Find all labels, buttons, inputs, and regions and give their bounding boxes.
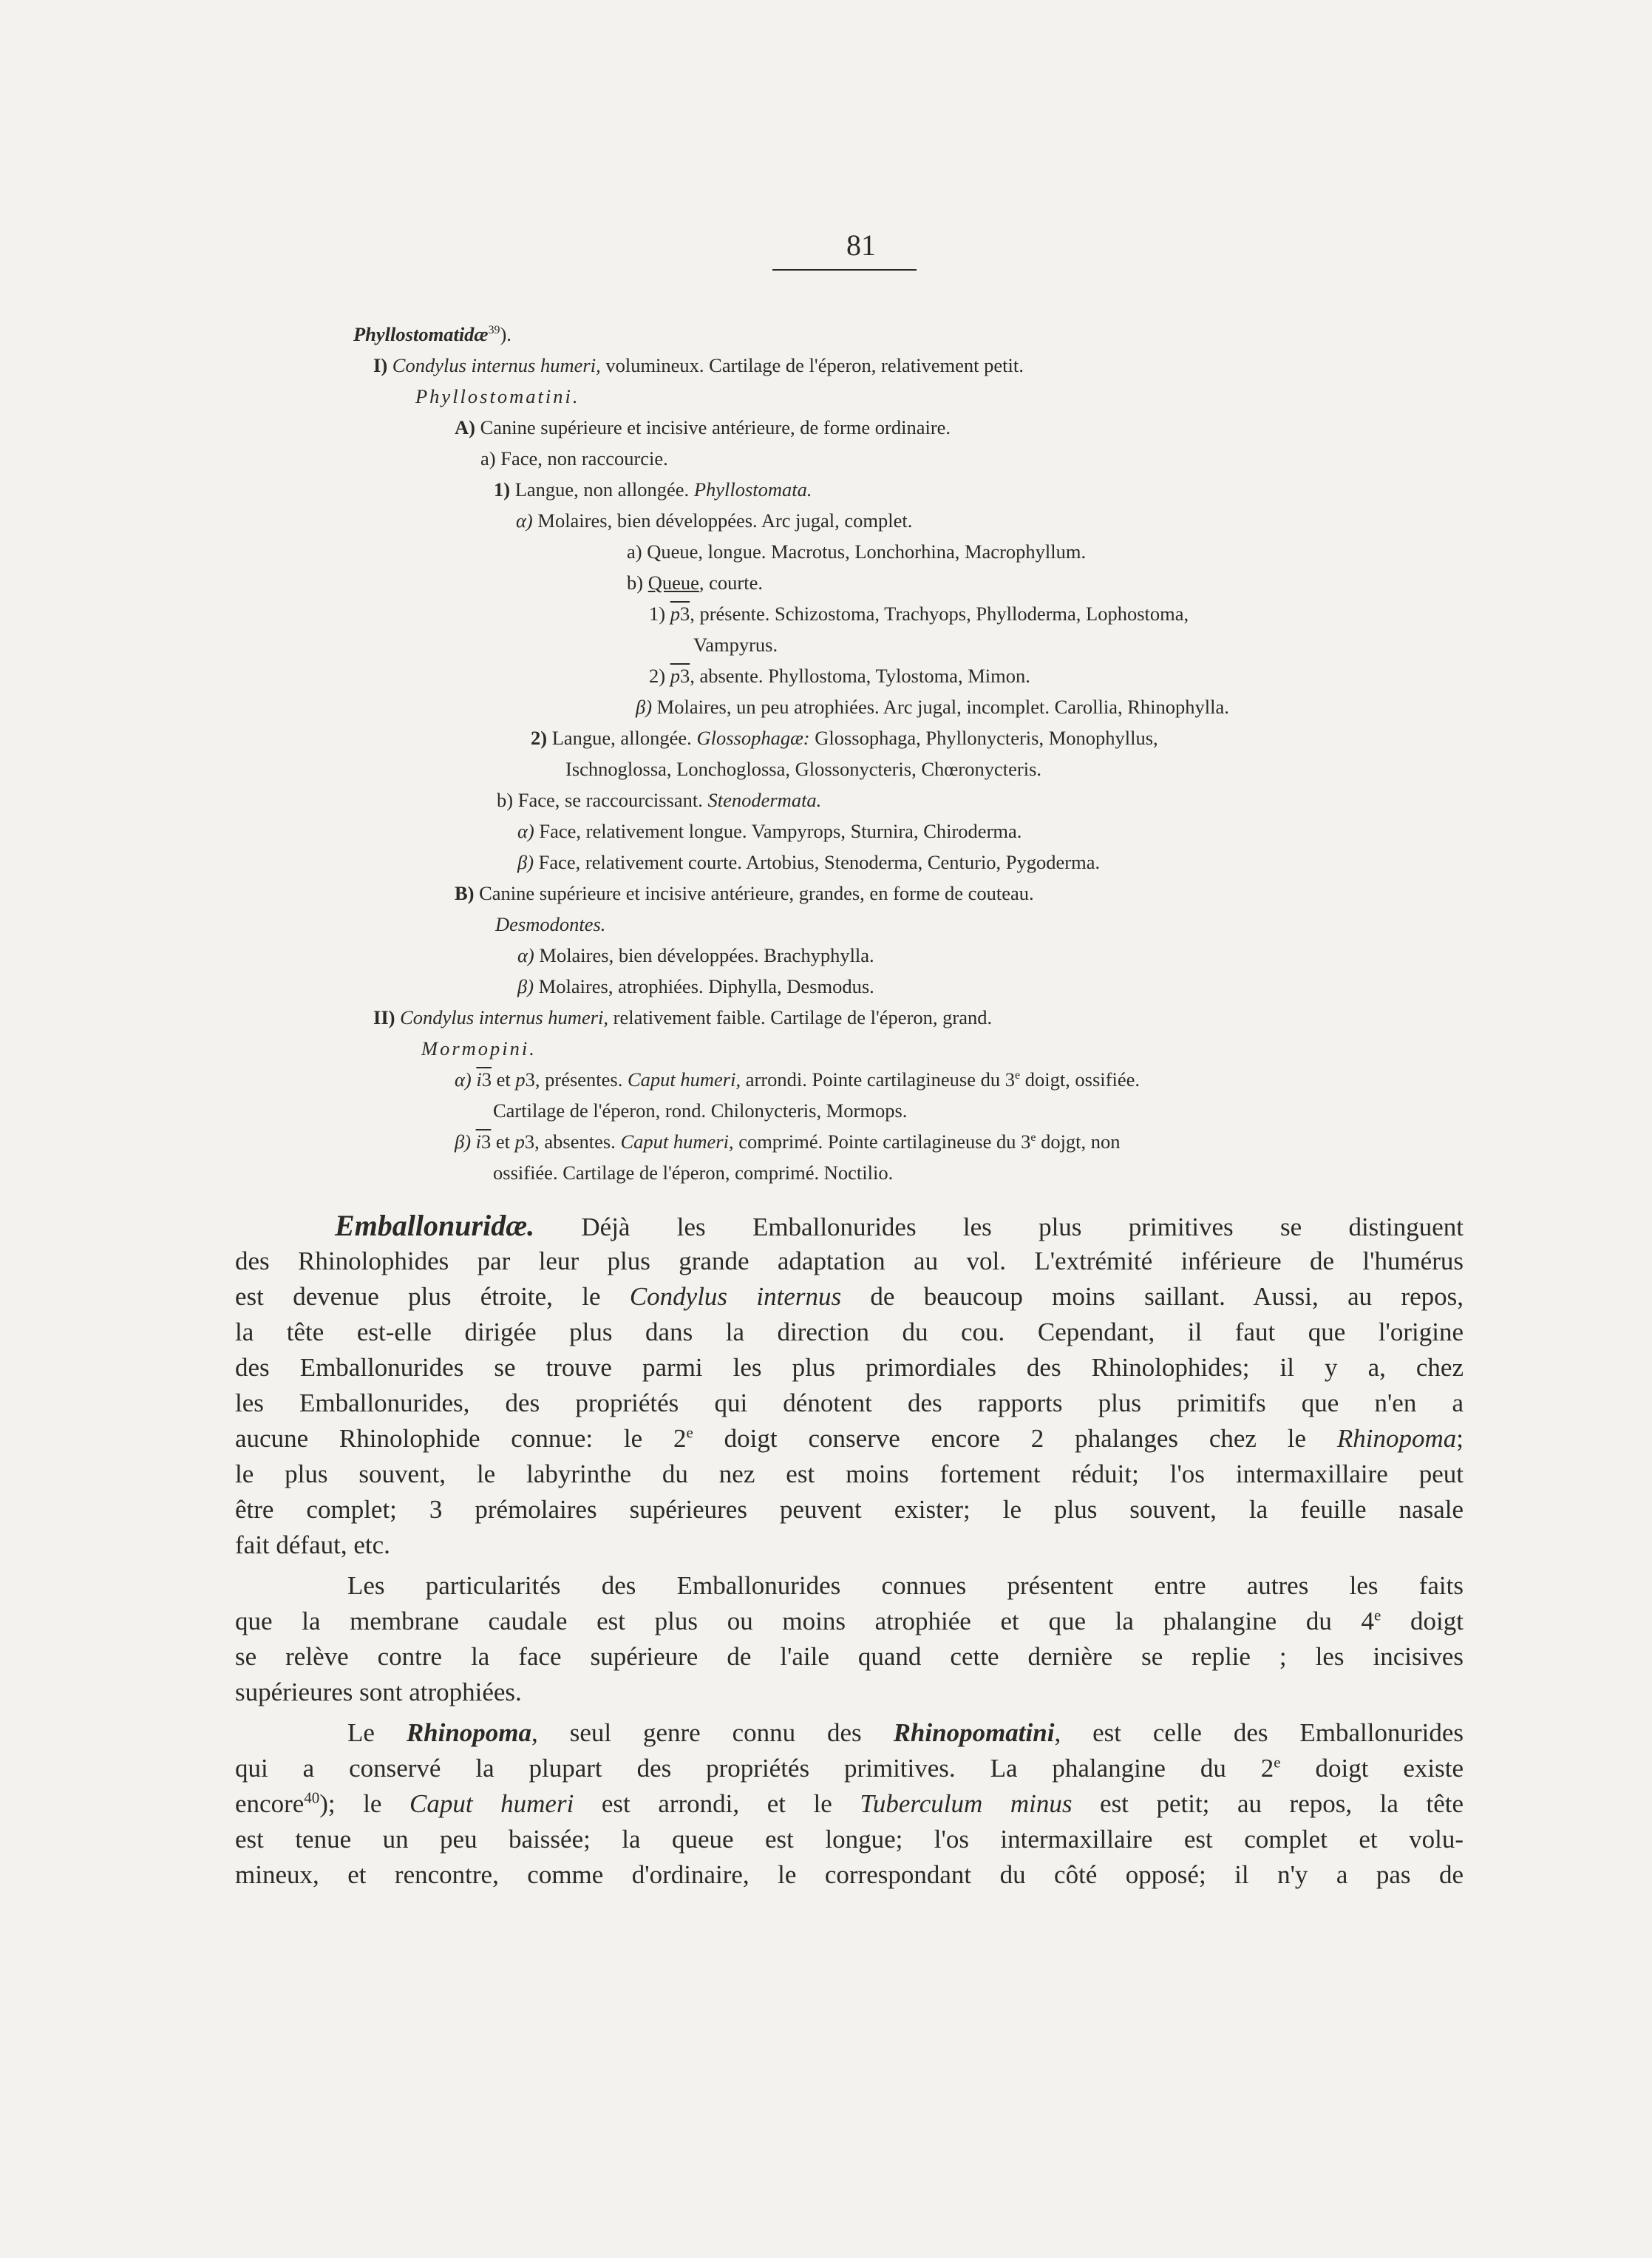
superscript: e <box>1274 1753 1281 1772</box>
body-line <box>235 1823 1464 1857</box>
body-line <box>347 1569 1464 1603</box>
tribe-name: Phyllostomatini. <box>415 385 580 407</box>
term: Condylus internus humeri, <box>400 1006 609 1028</box>
rank-marker: α) <box>455 1068 472 1091</box>
text: ; <box>1456 1424 1464 1453</box>
text: 3, présentes. <box>525 1068 623 1091</box>
text: b) Face, se raccourcissant. <box>497 789 703 811</box>
superscript: e <box>1030 1131 1036 1145</box>
rank-marker: β) <box>636 696 653 718</box>
text: aucune Rhinolophide connue: le 2 <box>235 1424 687 1453</box>
body-line <box>235 1315 1464 1349</box>
text: volumineux. Cartilage de l'éperon, relativement petit. <box>605 354 1024 376</box>
genus-name: Rhinopoma <box>406 1718 532 1747</box>
classification-line <box>421 1036 537 1061</box>
rank-marker: 2) <box>649 665 666 687</box>
text: relativement faible. Cartilage de l'éperon, grand. <box>613 1006 993 1028</box>
body-line <box>235 1280 1464 1314</box>
text: Langue, allongée. <box>551 727 692 749</box>
page-number: 81 <box>846 228 876 262</box>
superscript: e <box>1015 1069 1021 1082</box>
body-line <box>235 1457 1464 1491</box>
tooth-formula: $\overline{i}$ <box>476 1068 482 1091</box>
body-line <box>347 1716 1464 1750</box>
body-line <box>235 1787 1464 1821</box>
superscript: e <box>1374 1606 1381 1624</box>
text: Langue, non allongée. <box>514 478 690 501</box>
classification-line <box>373 353 1024 378</box>
tooth-formula: p <box>515 1068 526 1091</box>
classification-line <box>494 477 812 502</box>
text: Cartilage de l'éperon, rond. Chilonycteris, Mormops. <box>493 1099 908 1122</box>
text: , courte. <box>698 572 763 594</box>
text: Face, relativement longue. Vampyrops, Sturnira, Chiroderma. <box>539 820 1022 842</box>
tribe-name: Rhinopomatini <box>893 1718 1055 1747</box>
text: Molaires, bien développées. Arc jugal, complet. <box>537 509 913 532</box>
rank-marker: α) <box>517 944 534 966</box>
classification-line <box>415 384 579 409</box>
classification-line <box>493 1160 893 1185</box>
body-line <box>235 1386 1464 1420</box>
tribe-name: Mormopini. <box>421 1037 537 1060</box>
classification-line <box>517 943 874 968</box>
text: a) Face, non raccourcie. <box>480 447 668 469</box>
text: le plus souvent, le labyrinthe du nez est moins fortement réduit; l'os intermaxillaire peut <box>235 1459 1464 1488</box>
rank-marker: b) <box>627 572 644 594</box>
body-line <box>235 1858 1464 1892</box>
classification-line <box>455 1067 1140 1092</box>
body-line <box>235 1351 1464 1385</box>
text: et <box>491 1130 515 1153</box>
body-line <box>235 1640 1464 1674</box>
text: supérieures sont atrophiées. <box>235 1678 522 1706</box>
text: qui a conservé la plupart des propriétés primitives. La phalangine du 2 <box>235 1754 1274 1783</box>
text: la tête est-elle dirigée plus dans la direction du cou. Cependant, il faut que l'origine <box>235 1318 1464 1346</box>
tooth-formula: $\overline{i}$ <box>475 1130 482 1153</box>
header-rule <box>772 269 917 271</box>
classification-line <box>636 694 1229 719</box>
term: Tuberculum minus <box>860 1789 1073 1818</box>
footnote-ref: 40 <box>304 1789 320 1807</box>
classification-line <box>455 415 951 440</box>
text: 3, absentes. <box>524 1130 616 1153</box>
classification-line <box>455 881 1034 906</box>
body-line <box>235 1493 1464 1527</box>
body-line <box>235 1244 1464 1278</box>
text: Déjà les Emballonurides les plus primitives se distinguent <box>534 1213 1464 1241</box>
text: ). <box>500 323 511 345</box>
term: Caput humeri, <box>620 1130 734 1153</box>
group-name: Glossophagæ: <box>696 727 810 749</box>
text: , seul genre connu des <box>531 1718 894 1747</box>
classification-line <box>649 663 1030 688</box>
text: est devenue plus étroite, le <box>235 1282 630 1311</box>
body-line <box>335 1209 1464 1243</box>
classification-line <box>693 632 778 657</box>
text: et <box>492 1068 516 1091</box>
footnote-ref: 39 <box>488 324 500 337</box>
text: Canine supérieure et incisive antérieure, grandes, en forme de couteau. <box>479 882 1034 904</box>
rank-marker: B) <box>455 882 475 904</box>
classification-line <box>353 322 511 347</box>
text: encore <box>235 1789 305 1818</box>
classification-line <box>649 601 1189 626</box>
term: Caput humeri <box>409 1789 574 1818</box>
term: Condylus internus humeri, <box>392 354 601 376</box>
tooth-formula: p <box>514 1130 525 1153</box>
text: comprimé. Pointe cartilagineuse du 3 <box>738 1130 1031 1153</box>
classification-line <box>497 787 821 813</box>
text: doigt <box>1381 1607 1464 1635</box>
text: , absente. Phyllostoma, Tylostoma, Mimon. <box>690 665 1030 687</box>
text: est arrondi, et le <box>574 1789 860 1818</box>
classification-line <box>517 974 874 999</box>
text: Queue <box>647 572 699 594</box>
text: doigt, ossifiée. <box>1020 1068 1141 1091</box>
text: mineux, et rencontre, comme d'ordinaire, le correspondant du côté opposé; il n'y a pas de <box>235 1860 1464 1889</box>
classification-line <box>627 570 763 595</box>
rank-marker: 1) <box>494 478 511 501</box>
rank-marker: A) <box>455 416 475 438</box>
text: être complet; 3 prémolaires supérieures peuvent exister; le plus souvent, la feuille nasale <box>235 1495 1464 1524</box>
text: fait défaut, etc. <box>235 1530 390 1559</box>
classification-line <box>517 818 1022 844</box>
body-line <box>235 1604 1464 1638</box>
section-heading: Emballonuridæ. <box>335 1209 535 1242</box>
text: Vampyrus. <box>693 634 778 656</box>
classification-line <box>455 1129 1121 1154</box>
family-heading: Phyllostomatidæ <box>353 323 489 345</box>
rank-marker: α) <box>516 509 533 532</box>
tooth-formula: 3 <box>481 1130 492 1153</box>
text: est tenue un peu baissée; la queue est longue; l'os intermaxillaire est complet et volu- <box>235 1825 1464 1854</box>
text: dojgt, non <box>1036 1130 1121 1153</box>
group-name: Stenodermata. <box>707 789 822 811</box>
text: se relève contre la face supérieure de l'aile quand cette dernière se replie ; les incisives <box>235 1642 1464 1671</box>
text: Molaires, un peu atrophiées. Arc jugal, incomplet. Carollia, Rhinophylla. <box>656 696 1229 718</box>
body-line <box>235 1422 1464 1456</box>
term: Caput humeri, <box>627 1068 741 1091</box>
body-line <box>235 1528 1464 1562</box>
body-line <box>235 1675 1464 1709</box>
text: ); le <box>319 1789 410 1818</box>
text: Molaires, bien développées. Brachyphylla. <box>539 944 874 966</box>
term: Rhinopoma <box>1336 1424 1457 1453</box>
tooth-formula: 3 <box>679 665 690 687</box>
text: les Emballonurides, des propriétés qui dénotent des rapports plus primitifs que n'en a <box>235 1389 1464 1417</box>
text: a) Queue, longue. Macrotus, Lonchorhina, Macrophyllum. <box>627 540 1087 563</box>
classification-line <box>480 446 668 471</box>
classification-line <box>531 725 1158 750</box>
tooth-formula: 3 <box>679 603 690 625</box>
tooth-formula: $\overline{p}$ <box>670 603 680 625</box>
rank-marker: α) <box>517 820 534 842</box>
rank-marker: β) <box>517 975 534 997</box>
text: Ischnoglossa, Lonchoglossa, Glossonycteris, Chœronycteris. <box>565 758 1042 780</box>
text: Molaires, atrophiées. Diphylla, Desmodus. <box>538 975 874 997</box>
rank-marker: β) <box>517 851 534 873</box>
group-name: Desmodontes. <box>495 913 606 935</box>
text: , est celle des Emballonurides <box>1054 1718 1464 1747</box>
text: Le <box>347 1718 407 1747</box>
text: doigt conserve encore 2 phalanges chez le <box>693 1424 1337 1453</box>
classification-line <box>373 1005 992 1030</box>
classification-line <box>495 912 605 937</box>
text: Les particularités des Emballonurides connues présentent entre autres les faits <box>347 1571 1464 1600</box>
classification-line <box>517 850 1100 875</box>
tooth-formula: $\overline{p}$ <box>670 665 680 687</box>
superscript: e <box>686 1423 693 1442</box>
rank-marker: 1) <box>649 603 666 625</box>
text: Glossophaga, Phyllonycteris, Monophyllus, <box>815 727 1158 749</box>
text: des Rhinolophides par leur plus grande adaptation au vol. L'extrémité inférieure de l'humérus <box>235 1247 1464 1275</box>
classification-line <box>565 756 1041 782</box>
text: Face, relativement courte. Artobius, Stenoderma, Centurio, Pygoderma. <box>538 851 1101 873</box>
text: , présente. Schizostoma, Trachyops, Phylloderma, Lophostoma, <box>690 603 1189 625</box>
text: ossifiée. Cartilage de l'éperon, comprimé. Noctilio. <box>493 1162 894 1184</box>
text: arrondi. Pointe cartilagineuse du 3 <box>745 1068 1016 1091</box>
classification-line <box>516 508 912 533</box>
text: doigt existe <box>1280 1754 1464 1783</box>
body-line <box>235 1752 1464 1786</box>
tooth-formula: 3 <box>481 1068 492 1091</box>
classification-line <box>493 1098 907 1123</box>
text: Canine supérieure et incisive antérieure, de forme ordinaire. <box>480 416 951 438</box>
rank-marker: I) <box>373 354 388 376</box>
term: Condylus internus <box>629 1282 842 1311</box>
text: que la membrane caudale est plus ou moins atrophiée et que la phalangine du 4 <box>235 1607 1375 1635</box>
rank-marker: β) <box>455 1130 472 1153</box>
text: des Emballonurides se trouve parmi les plus primordiales des Rhinolophides; il y a, chez <box>235 1353 1464 1382</box>
rank-marker: II) <box>373 1006 395 1028</box>
text: est petit; au repos, la tête <box>1072 1789 1464 1818</box>
classification-line <box>627 539 1086 564</box>
text: de beaucoup moins saillant. Aussi, au repos, <box>841 1282 1464 1311</box>
rank-marker: 2) <box>531 727 548 749</box>
group-name: Phyllostomata. <box>693 478 812 501</box>
